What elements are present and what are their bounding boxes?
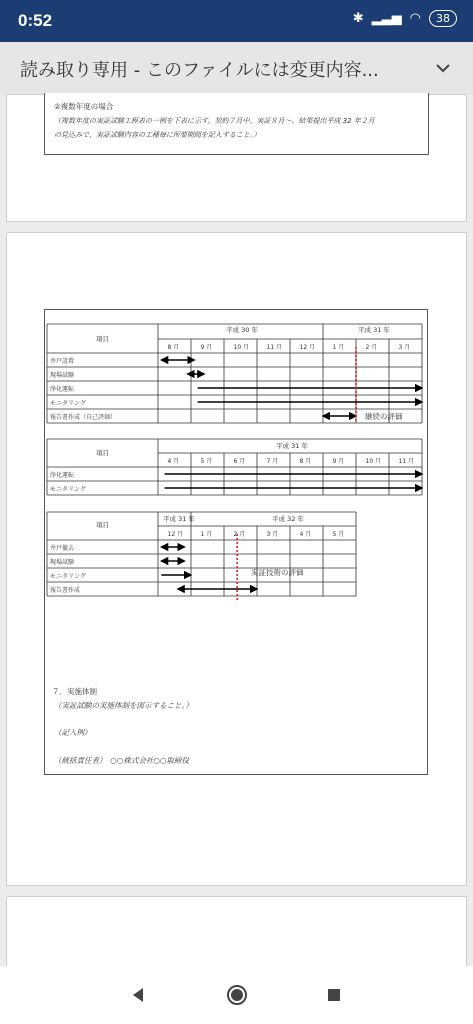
table1-month: 10 月 [233, 344, 250, 351]
table1-month: 2 月 [365, 344, 378, 351]
table3-month: 4 月 [299, 531, 312, 538]
navigation-bar [0, 966, 473, 1024]
table2-year: 平成 31 年 [276, 442, 308, 450]
bluetooth-icon: ✱ [352, 11, 364, 26]
back-icon[interactable] [130, 987, 146, 1003]
table1-row-label: 浄化運転 [50, 386, 75, 393]
table3-year-2: 平成 32 年 [272, 515, 304, 523]
page1-heading: ②複数年度の場合 [54, 102, 114, 111]
table2-month: 8 月 [299, 458, 312, 465]
recents-icon[interactable] [327, 988, 341, 1002]
table1-row-label: 報告書作成（自己評価） [50, 414, 117, 421]
table3-row-label: 報告書作成 [50, 587, 81, 594]
document-title[interactable]: 読み取り専用 - このファイルには変更内容... [20, 60, 379, 81]
table1-month: 12 月 [299, 344, 316, 351]
page1-line2: の見込みで、実証試験内容の工種毎に所要期間を記入すること。） [54, 131, 261, 139]
table3-month: 3 月 [266, 531, 279, 538]
table3-annotation: 実証技術の評価 [251, 568, 304, 577]
table1-year-1: 平成 30 年 [226, 326, 258, 334]
table2-row-label: モニタリング [50, 486, 86, 493]
table1-year-2: 平成 31 年 [358, 326, 390, 334]
table2-month: 5 月 [200, 458, 213, 465]
table3-month: 5 月 [332, 531, 345, 538]
document-page-3 [6, 896, 467, 976]
table3-year-1: 平成 31 年 [163, 515, 195, 523]
table1-annotation: 継続の評価 [365, 412, 403, 421]
battery-icon: 38 [429, 10, 457, 27]
section7-responsible: （統括責任者） ○○株式会社○○取締役 [54, 756, 189, 765]
section7-heading: ７．実施体制 [52, 687, 97, 696]
table2-month: 7 月 [266, 458, 279, 465]
section7-note: （実証試験の実施体制を図示すること。） [54, 701, 193, 710]
table1-row-label: 現場試験 [50, 372, 75, 379]
table3-month: 12 月 [167, 531, 184, 538]
wifi-icon: ◠ [409, 11, 421, 26]
table3-item-header: 項目 [96, 521, 109, 529]
table1-month: 3 月 [398, 344, 411, 351]
table3-month: 2 月 [233, 531, 246, 538]
table2-item-header: 項目 [96, 449, 109, 457]
table1-month: 1 月 [332, 344, 345, 351]
home-icon[interactable] [226, 984, 248, 1006]
table2-month: 10 月 [365, 458, 382, 465]
table3-row-label: モニタリング [50, 573, 86, 580]
table1-month: 11 月 [266, 344, 283, 351]
table2-month: 4 月 [167, 458, 180, 465]
signal-icon: ▂▃▅ [371, 11, 402, 26]
table1-row-label: 井戸設置 [50, 358, 75, 365]
table2-month: 11 月 [398, 458, 415, 465]
table2-month: 6 月 [233, 458, 246, 465]
table2-row-label: 浄化運転 [50, 472, 75, 479]
table1-row-label: モニタリング [50, 400, 86, 407]
status-time: 0:52 [18, 11, 53, 30]
table3-row-label: 井戸撤去 [50, 545, 75, 552]
table3-row-label: 現場試験 [50, 559, 75, 566]
section7-example: （記入例） [54, 728, 92, 737]
page1-line1: （複数年度の実証試験工程表の一例を下表に示す。契約７月中、実証８月～、結果提出平成 32 年２月 [54, 117, 375, 125]
table3-month: 1 月 [200, 531, 213, 538]
table1-month: 9 月 [200, 344, 213, 351]
schedule-table-3 [47, 512, 356, 600]
table1-item-header: 項目 [96, 335, 109, 343]
table1-month: 8 月 [167, 344, 180, 351]
table2-month: 9 月 [332, 458, 345, 465]
